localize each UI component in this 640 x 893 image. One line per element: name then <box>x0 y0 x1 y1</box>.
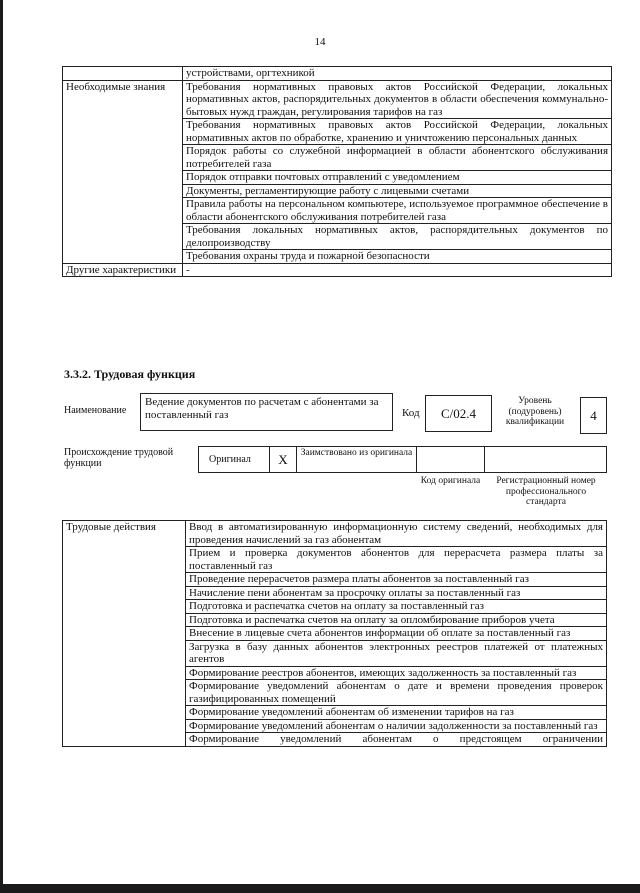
other-label: Другие характеристики <box>63 263 183 277</box>
code-caption: Код оригинала <box>420 476 481 486</box>
reg-number-cell <box>484 446 607 473</box>
action-item: Формирование уведомлений абонентам о наличии задолженности за поставленный газ <box>186 719 607 733</box>
section-title: 3.3.2. Трудовая функция <box>64 367 196 381</box>
qualification-level: 4 <box>580 397 607 434</box>
table-row <box>63 263 612 277</box>
action-item: Проведение перерасчетов размера платы абонентов за поставленный газ <box>186 573 607 587</box>
action-item: Прием и проверка документов абонентов для перерасчета размера платы за поставленный газ <box>186 547 607 573</box>
knowledge-item: Требования локальных нормативных актов, распорядительных документов по делопроизводству <box>183 224 612 250</box>
name-label: Наименование <box>64 405 127 416</box>
knowledge-item: Порядок отправки почтовых отправлений с уведомлением <box>183 171 612 185</box>
knowledge-table <box>62 66 612 277</box>
action-item: Формирование уведомлений абонентам о предстоящем ограничении <box>186 733 607 747</box>
knowledge-item: Требования нормативных правовых актов Российской Федерации, локальных нормативных актов по обработке, хранению и уничтожению персональных данных <box>183 119 612 145</box>
scan-edge-left <box>0 0 3 893</box>
original-mark: X <box>269 446 297 473</box>
origin-label: Происхождение трудовой функции <box>64 447 174 469</box>
table-row <box>63 521 607 547</box>
action-item: Ввод в автоматизированную информационную систему сведений, необходимых для проведения начислений за газ абонентам <box>186 521 607 547</box>
code-label: Код <box>402 407 420 419</box>
action-item: Загрузка в базу данных абонентов электронных реестров платежей от платежных агентов <box>186 640 607 666</box>
action-item: Подготовка и распечатка счетов на оплату за поставленный газ <box>186 600 607 614</box>
function-name: Ведение документов по расчетам с абонентами за поставленный газ <box>140 393 393 431</box>
other-value: - <box>183 263 612 277</box>
action-item: Формирование уведомлений абонентам о дате и времени проведения проверок газифицированных помещений <box>186 680 607 706</box>
knowledge-item: Порядок работы со служебной информацией в области абонентского обслуживания потребителей газа <box>183 145 612 171</box>
table-row <box>63 67 612 81</box>
reg-caption: Регистрационный номер профессионального стандарта <box>496 476 596 507</box>
function-code: С/02.4 <box>425 395 492 432</box>
borrowed-label: Заимствовано из оригинала <box>300 448 413 458</box>
action-item: Внесение в лицевые счета абонентов информации об оплате за поставленный газ <box>186 627 607 641</box>
page-number: 14 <box>314 36 326 48</box>
knowledge-label: Необходимые знания <box>63 80 183 263</box>
action-item: Подготовка и распечатка счетов на оплату за опломбирование приборов учета <box>186 613 607 627</box>
original-cell: Оригинал <box>198 446 270 473</box>
action-item: Начисление пени абонентам за просрочку оплаты за поставленный газ <box>186 586 607 600</box>
knowledge-item: Требования нормативных правовых актов Российской Федерации, локальных нормативных актов, распорядительных документов в области обеспечения коммунально-бытовых нужд граждан, регулирования тарифов на газ <box>183 80 612 119</box>
action-item: Формирование реестров абонентов, имеющих задолженность за поставленный газ <box>186 666 607 680</box>
original-code-cell <box>416 446 485 473</box>
level-label: Уровень (подуровень) квалификации <box>505 396 565 427</box>
action-item: Формирование уведомлений абонентам об изменении тарифов на газ <box>186 706 607 720</box>
scan-edge-bottom <box>0 884 640 893</box>
skills-tail-text: устройствами, оргтехникой <box>183 67 612 81</box>
knowledge-item: Правила работы на персональном компьютере, используемое программное обеспечение в области абонентского обслуживания потребителей газа <box>183 198 612 224</box>
knowledge-item: Документы, регламентирующие работу с лицевыми счетами <box>183 184 612 198</box>
actions-table <box>62 520 607 747</box>
table-row <box>63 80 612 119</box>
empty-cell <box>63 67 183 81</box>
knowledge-item: Требования охраны труда и пожарной безопасности <box>183 250 612 264</box>
actions-label: Трудовые действия <box>63 521 186 747</box>
